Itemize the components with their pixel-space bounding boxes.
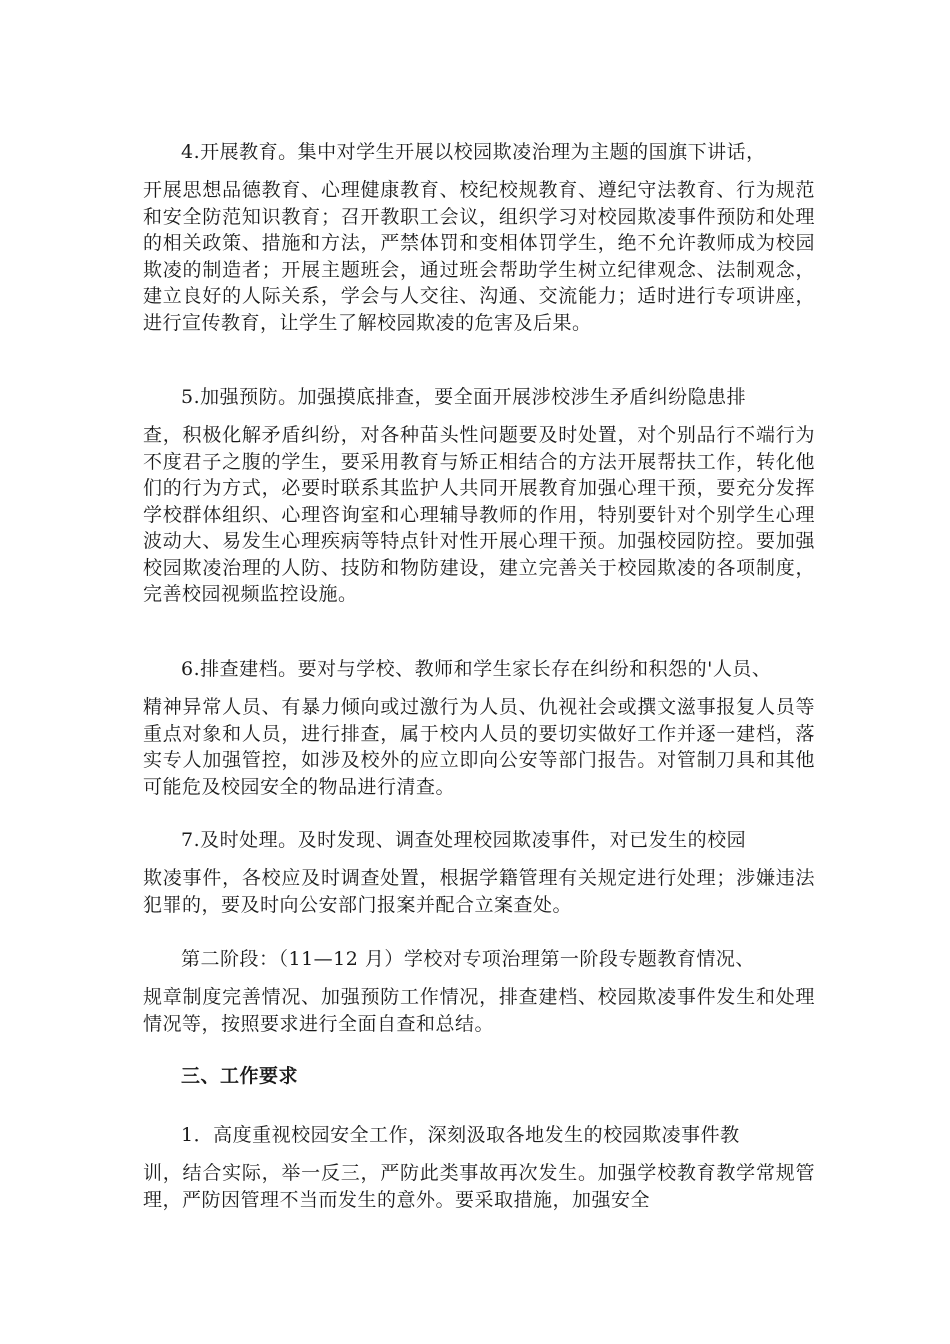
paragraph-first-line: 6.排查建档。要对与学校、教师和学生家长存在纠纷和积怨的'人员、 [181,658,772,680]
section-heading: 三、工作要求 [181,1065,299,1087]
paragraph-first-line: 5.加强预防。加强摸底排查，要全面开展涉校涉生矛盾纠纷隐患排 [181,386,747,408]
paragraph-body: 精神异常人员、有暴力倾向或过激行为人员、仇视社会或撰文滋事报复人员等重点对象和人员，进行排查，属于校内人员的要切实做好工作并逐一建档，落实专人加强管控，如涉及校外的应立即向公安等部门报告。对管制刀具和其他可能危及校园安全的物品进行清查。 [143,696,815,798]
paragraph-first-line: 7.及时处理。及时发现、调查处理校园欺凌事件，对已发生的校园 [181,829,747,851]
paragraph-body: 训，结合实际，举一反三，严防此类事故再次发生。加强学校教育教学常规管理，严防因管理不当而发生的意外。要采取措施，加强安全 [143,1162,815,1211]
paragraph-first-line: 第二阶段：（11—12 月）学校对专项治理第一阶段专题教育情况、 [181,948,755,970]
paragraph-body: 开展思想品德教育、心理健康教育、校纪校规教育、遵纪守法教育、行为规范和安全防范知识教育；召开教职工会议，组织学习对校园欺凌事件预防和处理的相关政策、措施和方法，严禁体罚和变相体罚学生，绝不允许教师成为校园欺凌的制造者；开展主题班会，通过班会帮助学生树立纪律观念、法制观念，建立良好的人际关系，学会与人交往、沟通、交流能力；适时进行专项讲座，进行宣传教育，让学生了解校园欺凌的危害及后果。 [143,179,815,334]
paragraph-first-line: 1．高度重视校园安全工作，深刻汲取各地发生的校园欺凌事件教 [181,1124,740,1146]
paragraph-body: 欺凌事件，各校应及时调查处置，根据学籍管理有关规定进行处理；涉嫌违法犯罪的，要及时向公安部门报案并配合立案查处。 [143,867,815,916]
paragraph-body: 规章制度完善情况、加强预防工作情况，排查建档、校园欺凌事件发生和处理情况等，按照要求进行全面自查和总结。 [143,986,815,1035]
paragraph-first-line: 4.开展教育。集中对学生开展以校园欺凌治理为主题的国旗下讲话， [181,141,766,163]
paragraph-body: 查，积极化解矛盾纠纷，对各种苗头性问题要及时处置，对个别品行不端行为不度君子之腹的学生，要采用教育与矫正相结合的方法开展帮扶工作，转化他们的行为方式，必要时联系其监护人共同开展教育加强心理干预，要充分发挥学校群体组织、心理咨询室和心理辅导教师的作用，特别要针对个别学生心理波动大、易发生心理疾病等特点针对性开展心理干预。加强校园防控。要加强校园欺凌治理的人防、技防和物防建设，建立完善关于校园欺凌的各项制度，完善校园视频监控设施。 [143,424,815,605]
